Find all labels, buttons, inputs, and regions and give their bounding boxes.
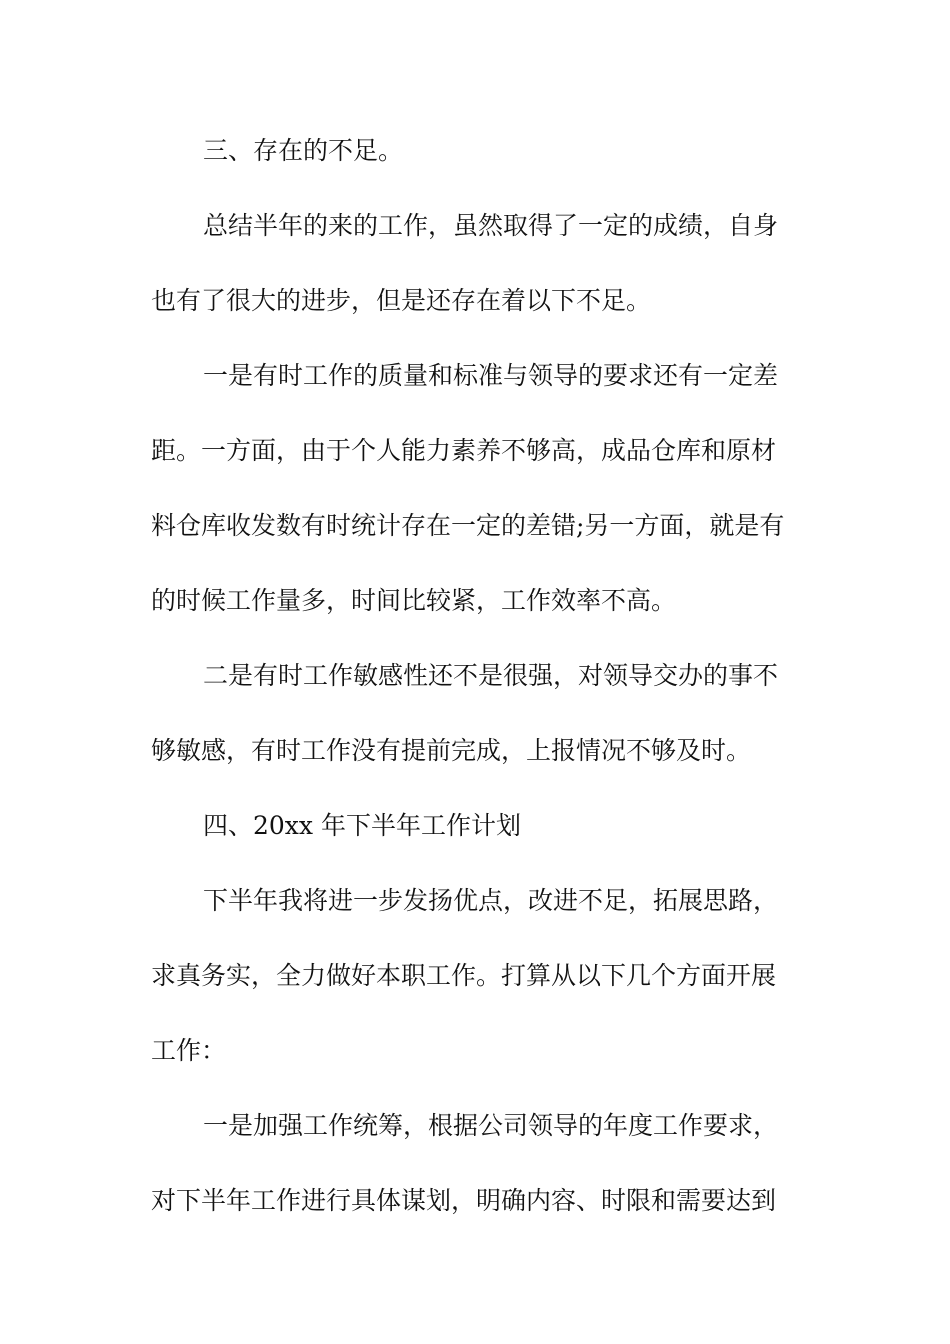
paragraph-line: 一是有时工作的质量和标准与领导的要求还有一定差 [203, 361, 779, 390]
paragraph-line: 求真务实，全力做好本职工作。打算从以下几个方面开展 [151, 961, 777, 990]
section-heading-shortcomings: 三、存在的不足。 [203, 136, 404, 165]
section-heading-plan: 四、20xx 年下半年工作计划 [203, 811, 521, 840]
paragraph-line: 的时候工作量多，时间比较紧，工作效率不高。 [151, 586, 677, 615]
paragraph-line: 也有了很大的进步，但是还存在着以下不足。 [151, 286, 652, 315]
paragraph-line: 够敏感，有时工作没有提前完成，上报情况不够及时。 [151, 736, 752, 765]
paragraph-line: 下半年我将进一步发扬优点，改进不足，拓展思路， [203, 886, 779, 915]
paragraph-line: 对下半年工作进行具体谋划，明确内容、时限和需要达到 [151, 1186, 777, 1215]
paragraph-line: 料仓库收发数有时统计存在一定的差错;另一方面，就是有 [151, 511, 785, 540]
paragraph-line: 距。一方面，由于个人能力素养不够高，成品仓库和原材 [151, 436, 777, 465]
paragraph-line: 二是有时工作敏感性还不是很强，对领导交办的事不 [203, 661, 779, 690]
paragraph-line: 总结半年的来的工作，虽然取得了一定的成绩，自身 [203, 211, 779, 240]
paragraph-line: 一是加强工作统筹，根据公司领导的年度工作要求， [203, 1111, 779, 1140]
paragraph-line: 工作： [151, 1036, 227, 1065]
